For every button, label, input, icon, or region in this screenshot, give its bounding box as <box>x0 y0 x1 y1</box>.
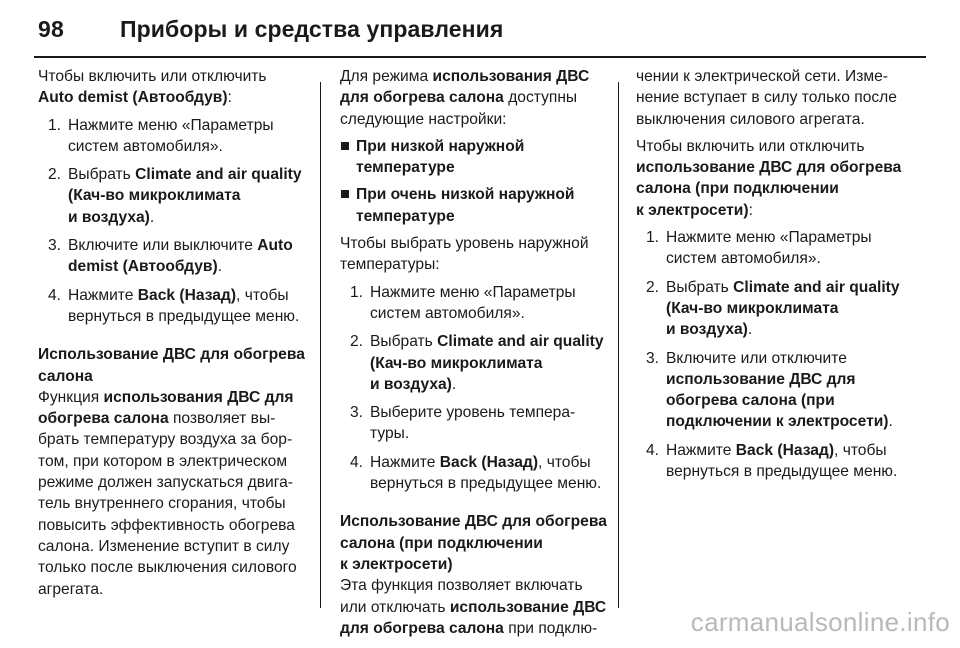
page-number: 98 <box>38 16 64 42</box>
section-heading: Использование ДВС для обогрева салона (при подключении к электросети) Эта функция позволяет включать или отключать использование ДВС для обогрева салона при подклю- <box>340 513 607 637</box>
step-3: 3. Включите или выключите Auto demist (Автообдув). <box>48 237 293 276</box>
choose-level-intro: Чтобы выбрать уровень наружной температуры: <box>340 235 589 274</box>
mode-intro: Для режима использования ДВС для обогрева салона доступны следующие настройки: <box>340 68 590 128</box>
step-4: 4. Нажмите Back (Назад), чтобы вернуться в предыдущее меню. <box>350 453 602 493</box>
step-4: 4. Нажмите Back (Назад), чтобы вернуться в предыдущее меню. <box>646 441 898 481</box>
continued-paragraph: чении к электрической сети. Изме- нение вступает в силу только после выключения силового агрегата. <box>636 68 897 128</box>
column-3 <box>636 66 906 489</box>
step-1: 1. Нажмите меню «Параметры систем автомобиля». <box>48 116 274 155</box>
bullet-item: При низкой наружной температуре <box>340 136 612 179</box>
bullet-square-icon <box>341 142 349 150</box>
plugin-intro: Чтобы включить или отключить использование ДВС для обогрева салона (при подключении к электросети): <box>636 137 902 219</box>
page-header <box>34 0 926 58</box>
column-divider-right <box>618 82 619 608</box>
watermark: carmanualsonline.info <box>690 607 950 637</box>
section-heading: Использование ДВС для обогрева салона Функция использования ДВС для обогрева салона позволяет вы- брать температуру воздуха за бор- том, при котором в электрическом режиме должен запускаться двига- тель внутреннего сгорания, чтобы повысить эффективность обогрева салона. Изменение вступит в силу только после выключения силового агрегата. <box>38 346 305 598</box>
column-1 <box>38 66 308 609</box>
step-1: 1. Нажмите меню «Параметры систем автомобиля». <box>350 283 576 322</box>
column-2 <box>340 66 612 648</box>
bullet-square-icon <box>341 190 349 198</box>
column-divider-left <box>320 82 321 608</box>
step-2: 2. Выбрать Climate and air quality (Кач-во микроклимата и воздуха). <box>350 333 604 393</box>
chapter-title: Приборы и средства управления <box>120 16 504 42</box>
step-2: 2. Выбрать Climate and air quality (Кач-во микроклимата и воздуха). <box>48 166 302 226</box>
auto-demist-intro: Чтобы включить или отключить Auto demist (Автообдув): <box>38 68 267 107</box>
bullet-item: При очень низкой наружной температуре <box>340 184 612 227</box>
step-3: 3. Включите или отключите использование ДВС для обогрева салона (при подключении к электросети). <box>646 349 893 431</box>
step-1: 1. Нажмите меню «Параметры систем автомобиля». <box>646 229 872 268</box>
step-4: 4. Нажмите Back (Назад), чтобы вернуться в предыдущее меню. <box>48 286 300 325</box>
step-3: 3. Выберите уровень темпера- туры. <box>350 404 576 443</box>
step-2: 2. Выбрать Climate and air quality (Кач-во микроклимата и воздуха). <box>646 278 900 339</box>
